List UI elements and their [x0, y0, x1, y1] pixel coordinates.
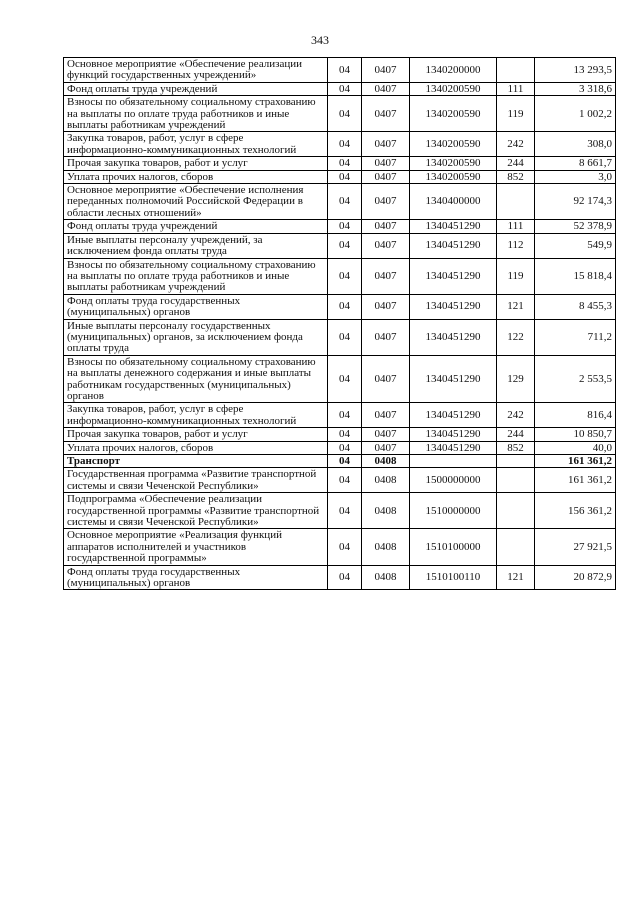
row-section: 04 — [328, 157, 362, 170]
row-expense-type: 119 — [497, 258, 535, 294]
row-section: 04 — [328, 233, 362, 258]
row-section: 04 — [328, 170, 362, 183]
table-row — [64, 233, 616, 258]
table-row — [64, 441, 616, 454]
table-row — [64, 455, 616, 468]
row-section: 04 — [328, 58, 362, 83]
row-subsection: 0407 — [362, 319, 410, 355]
row-subsection: 0408 — [362, 468, 410, 493]
row-amount: 92 174,3 — [535, 184, 616, 220]
row-section: 04 — [328, 529, 362, 565]
row-target-code: 1500000000 — [410, 468, 497, 493]
table-row — [64, 294, 616, 319]
row-name: Уплата прочих налогов, сборов — [64, 170, 328, 183]
row-name: Подпрограмма «Обеспечение реализации государственной программы «Развитие транспортной системы и связи Чеченской Республики» — [64, 493, 328, 529]
table-row — [64, 565, 616, 590]
row-expense-type: 111 — [497, 220, 535, 233]
row-target-code: 1510100000 — [410, 529, 497, 565]
row-expense-type — [497, 455, 535, 468]
row-expense-type — [497, 468, 535, 493]
row-subsection: 0408 — [362, 493, 410, 529]
row-amount: 156 361,2 — [535, 493, 616, 529]
row-name: Уплата прочих налогов, сборов — [64, 441, 328, 454]
row-section: 04 — [328, 319, 362, 355]
row-section: 04 — [328, 220, 362, 233]
row-subsection: 0407 — [362, 294, 410, 319]
row-name: Фонд оплаты труда государственных (муниципальных) органов — [64, 294, 328, 319]
row-name: Основное мероприятие «Реализация функций аппаратов исполнителей и участников государственной программы» — [64, 529, 328, 565]
row-target-code: 1510000000 — [410, 493, 497, 529]
row-name: Фонд оплаты труда государственных (муниципальных) органов — [64, 565, 328, 590]
row-expense-type: 121 — [497, 294, 535, 319]
row-section: 04 — [328, 258, 362, 294]
table-row — [64, 96, 616, 132]
row-expense-type: 852 — [497, 441, 535, 454]
row-target-code — [410, 455, 497, 468]
row-section: 04 — [328, 441, 362, 454]
row-section: 04 — [328, 493, 362, 529]
row-name: Взносы по обязательному социальному страхованию на выплаты по оплате труда работников и иные выплаты работникам учреждений — [64, 258, 328, 294]
row-name: Транспорт — [64, 455, 328, 468]
row-amount: 27 921,5 — [535, 529, 616, 565]
row-name: Взносы по обязательному социальному страхованию на выплаты по оплате труда работников и иные выплаты работникам учреждений — [64, 96, 328, 132]
row-amount: 1 002,2 — [535, 96, 616, 132]
row-target-code: 1340451290 — [410, 220, 497, 233]
budget-table — [63, 57, 616, 590]
row-subsection: 0407 — [362, 403, 410, 428]
row-target-code: 1340451290 — [410, 233, 497, 258]
row-section: 04 — [328, 294, 362, 319]
row-target-code: 1340451290 — [410, 258, 497, 294]
row-expense-type — [497, 58, 535, 83]
table-row — [64, 355, 616, 403]
row-name: Закупка товаров, работ, услуг в сфере информационно-коммуникационных технологий — [64, 132, 328, 157]
row-target-code: 1340451290 — [410, 428, 497, 441]
row-amount: 20 872,9 — [535, 565, 616, 590]
table-row — [64, 82, 616, 95]
row-name: Основное мероприятие «Обеспечение исполнения переданных полномочий Российской Федерации в области лесных отношений» — [64, 184, 328, 220]
page-number: 343 — [311, 33, 329, 47]
table-row — [64, 184, 616, 220]
row-subsection: 0407 — [362, 220, 410, 233]
row-amount: 3,0 — [535, 170, 616, 183]
row-target-code: 1340451290 — [410, 294, 497, 319]
row-expense-type — [497, 493, 535, 529]
row-name: Взносы по обязательному социальному страхованию на выплаты денежного содержания и иные выплаты работникам государственных (муниципальных) органов — [64, 355, 328, 403]
row-target-code: 1340451290 — [410, 319, 497, 355]
row-amount: 3 318,6 — [535, 82, 616, 95]
table-row — [64, 157, 616, 170]
row-target-code: 1340200590 — [410, 170, 497, 183]
row-amount: 2 553,5 — [535, 355, 616, 403]
table-row — [64, 468, 616, 493]
row-section: 04 — [328, 468, 362, 493]
row-expense-type: 244 — [497, 428, 535, 441]
row-subsection: 0407 — [362, 157, 410, 170]
row-target-code: 1340451290 — [410, 441, 497, 454]
row-expense-type: 129 — [497, 355, 535, 403]
row-subsection: 0407 — [362, 96, 410, 132]
table-row — [64, 428, 616, 441]
table-row — [64, 170, 616, 183]
row-amount: 549,9 — [535, 233, 616, 258]
row-section: 04 — [328, 355, 362, 403]
table-row — [64, 529, 616, 565]
row-target-code: 1340200590 — [410, 157, 497, 170]
table-row — [64, 258, 616, 294]
row-expense-type: 852 — [497, 170, 535, 183]
row-expense-type: 112 — [497, 233, 535, 258]
row-name: Прочая закупка товаров, работ и услуг — [64, 428, 328, 441]
row-subsection: 0407 — [362, 170, 410, 183]
row-subsection: 0407 — [362, 132, 410, 157]
row-amount: 10 850,7 — [535, 428, 616, 441]
row-subsection: 0408 — [362, 529, 410, 565]
row-subsection: 0407 — [362, 258, 410, 294]
row-target-code: 1510100110 — [410, 565, 497, 590]
row-expense-type: 244 — [497, 157, 535, 170]
row-target-code: 1340200590 — [410, 82, 497, 95]
table-row — [64, 132, 616, 157]
row-expense-type: 121 — [497, 565, 535, 590]
row-amount: 13 293,5 — [535, 58, 616, 83]
row-name: Иные выплаты персоналу учреждений, за исключением фонда оплаты труда — [64, 233, 328, 258]
row-expense-type: 242 — [497, 132, 535, 157]
row-amount: 161 361,2 — [535, 468, 616, 493]
row-section: 04 — [328, 403, 362, 428]
table-row — [64, 403, 616, 428]
row-section: 04 — [328, 82, 362, 95]
row-expense-type: 111 — [497, 82, 535, 95]
row-expense-type — [497, 529, 535, 565]
row-section: 04 — [328, 184, 362, 220]
row-subsection: 0408 — [362, 455, 410, 468]
row-expense-type: 119 — [497, 96, 535, 132]
row-section: 04 — [328, 455, 362, 468]
row-amount: 711,2 — [535, 319, 616, 355]
row-name: Основное мероприятие «Обеспечение реализации функций государственных учреждений» — [64, 58, 328, 83]
row-amount: 8 661,7 — [535, 157, 616, 170]
row-target-code: 1340451290 — [410, 355, 497, 403]
row-subsection: 0407 — [362, 441, 410, 454]
row-amount: 52 378,9 — [535, 220, 616, 233]
row-amount: 308,0 — [535, 132, 616, 157]
row-section: 04 — [328, 96, 362, 132]
row-name: Прочая закупка товаров, работ и услуг — [64, 157, 328, 170]
row-subsection: 0407 — [362, 355, 410, 403]
row-amount: 15 818,4 — [535, 258, 616, 294]
table-row — [64, 58, 616, 83]
row-name: Иные выплаты персоналу государственных (муниципальных) органов, за исключением фонда оплаты труда — [64, 319, 328, 355]
row-amount: 161 361,2 — [535, 455, 616, 468]
row-section: 04 — [328, 132, 362, 157]
row-target-code: 1340400000 — [410, 184, 497, 220]
row-name: Фонд оплаты труда учреждений — [64, 82, 328, 95]
table-row — [64, 319, 616, 355]
row-target-code: 1340200000 — [410, 58, 497, 83]
table-row — [64, 220, 616, 233]
row-name: Закупка товаров, работ, услуг в сфере информационно-коммуникационных технологий — [64, 403, 328, 428]
row-amount: 816,4 — [535, 403, 616, 428]
row-name: Фонд оплаты труда учреждений — [64, 220, 328, 233]
table-row — [64, 493, 616, 529]
row-expense-type: 242 — [497, 403, 535, 428]
row-target-code: 1340200590 — [410, 96, 497, 132]
row-section: 04 — [328, 428, 362, 441]
row-subsection: 0407 — [362, 184, 410, 220]
row-subsection: 0408 — [362, 565, 410, 590]
row-section: 04 — [328, 565, 362, 590]
row-amount: 40,0 — [535, 441, 616, 454]
row-subsection: 0407 — [362, 233, 410, 258]
row-subsection: 0407 — [362, 82, 410, 95]
row-target-code: 1340451290 — [410, 403, 497, 428]
row-subsection: 0407 — [362, 58, 410, 83]
row-amount: 8 455,3 — [535, 294, 616, 319]
row-subsection: 0407 — [362, 428, 410, 441]
row-name: Государственная программа «Развитие транспортной системы и связи Чеченской Республики» — [64, 468, 328, 493]
row-expense-type — [497, 184, 535, 220]
budget-table-body — [64, 58, 616, 590]
row-expense-type: 122 — [497, 319, 535, 355]
row-target-code: 1340200590 — [410, 132, 497, 157]
